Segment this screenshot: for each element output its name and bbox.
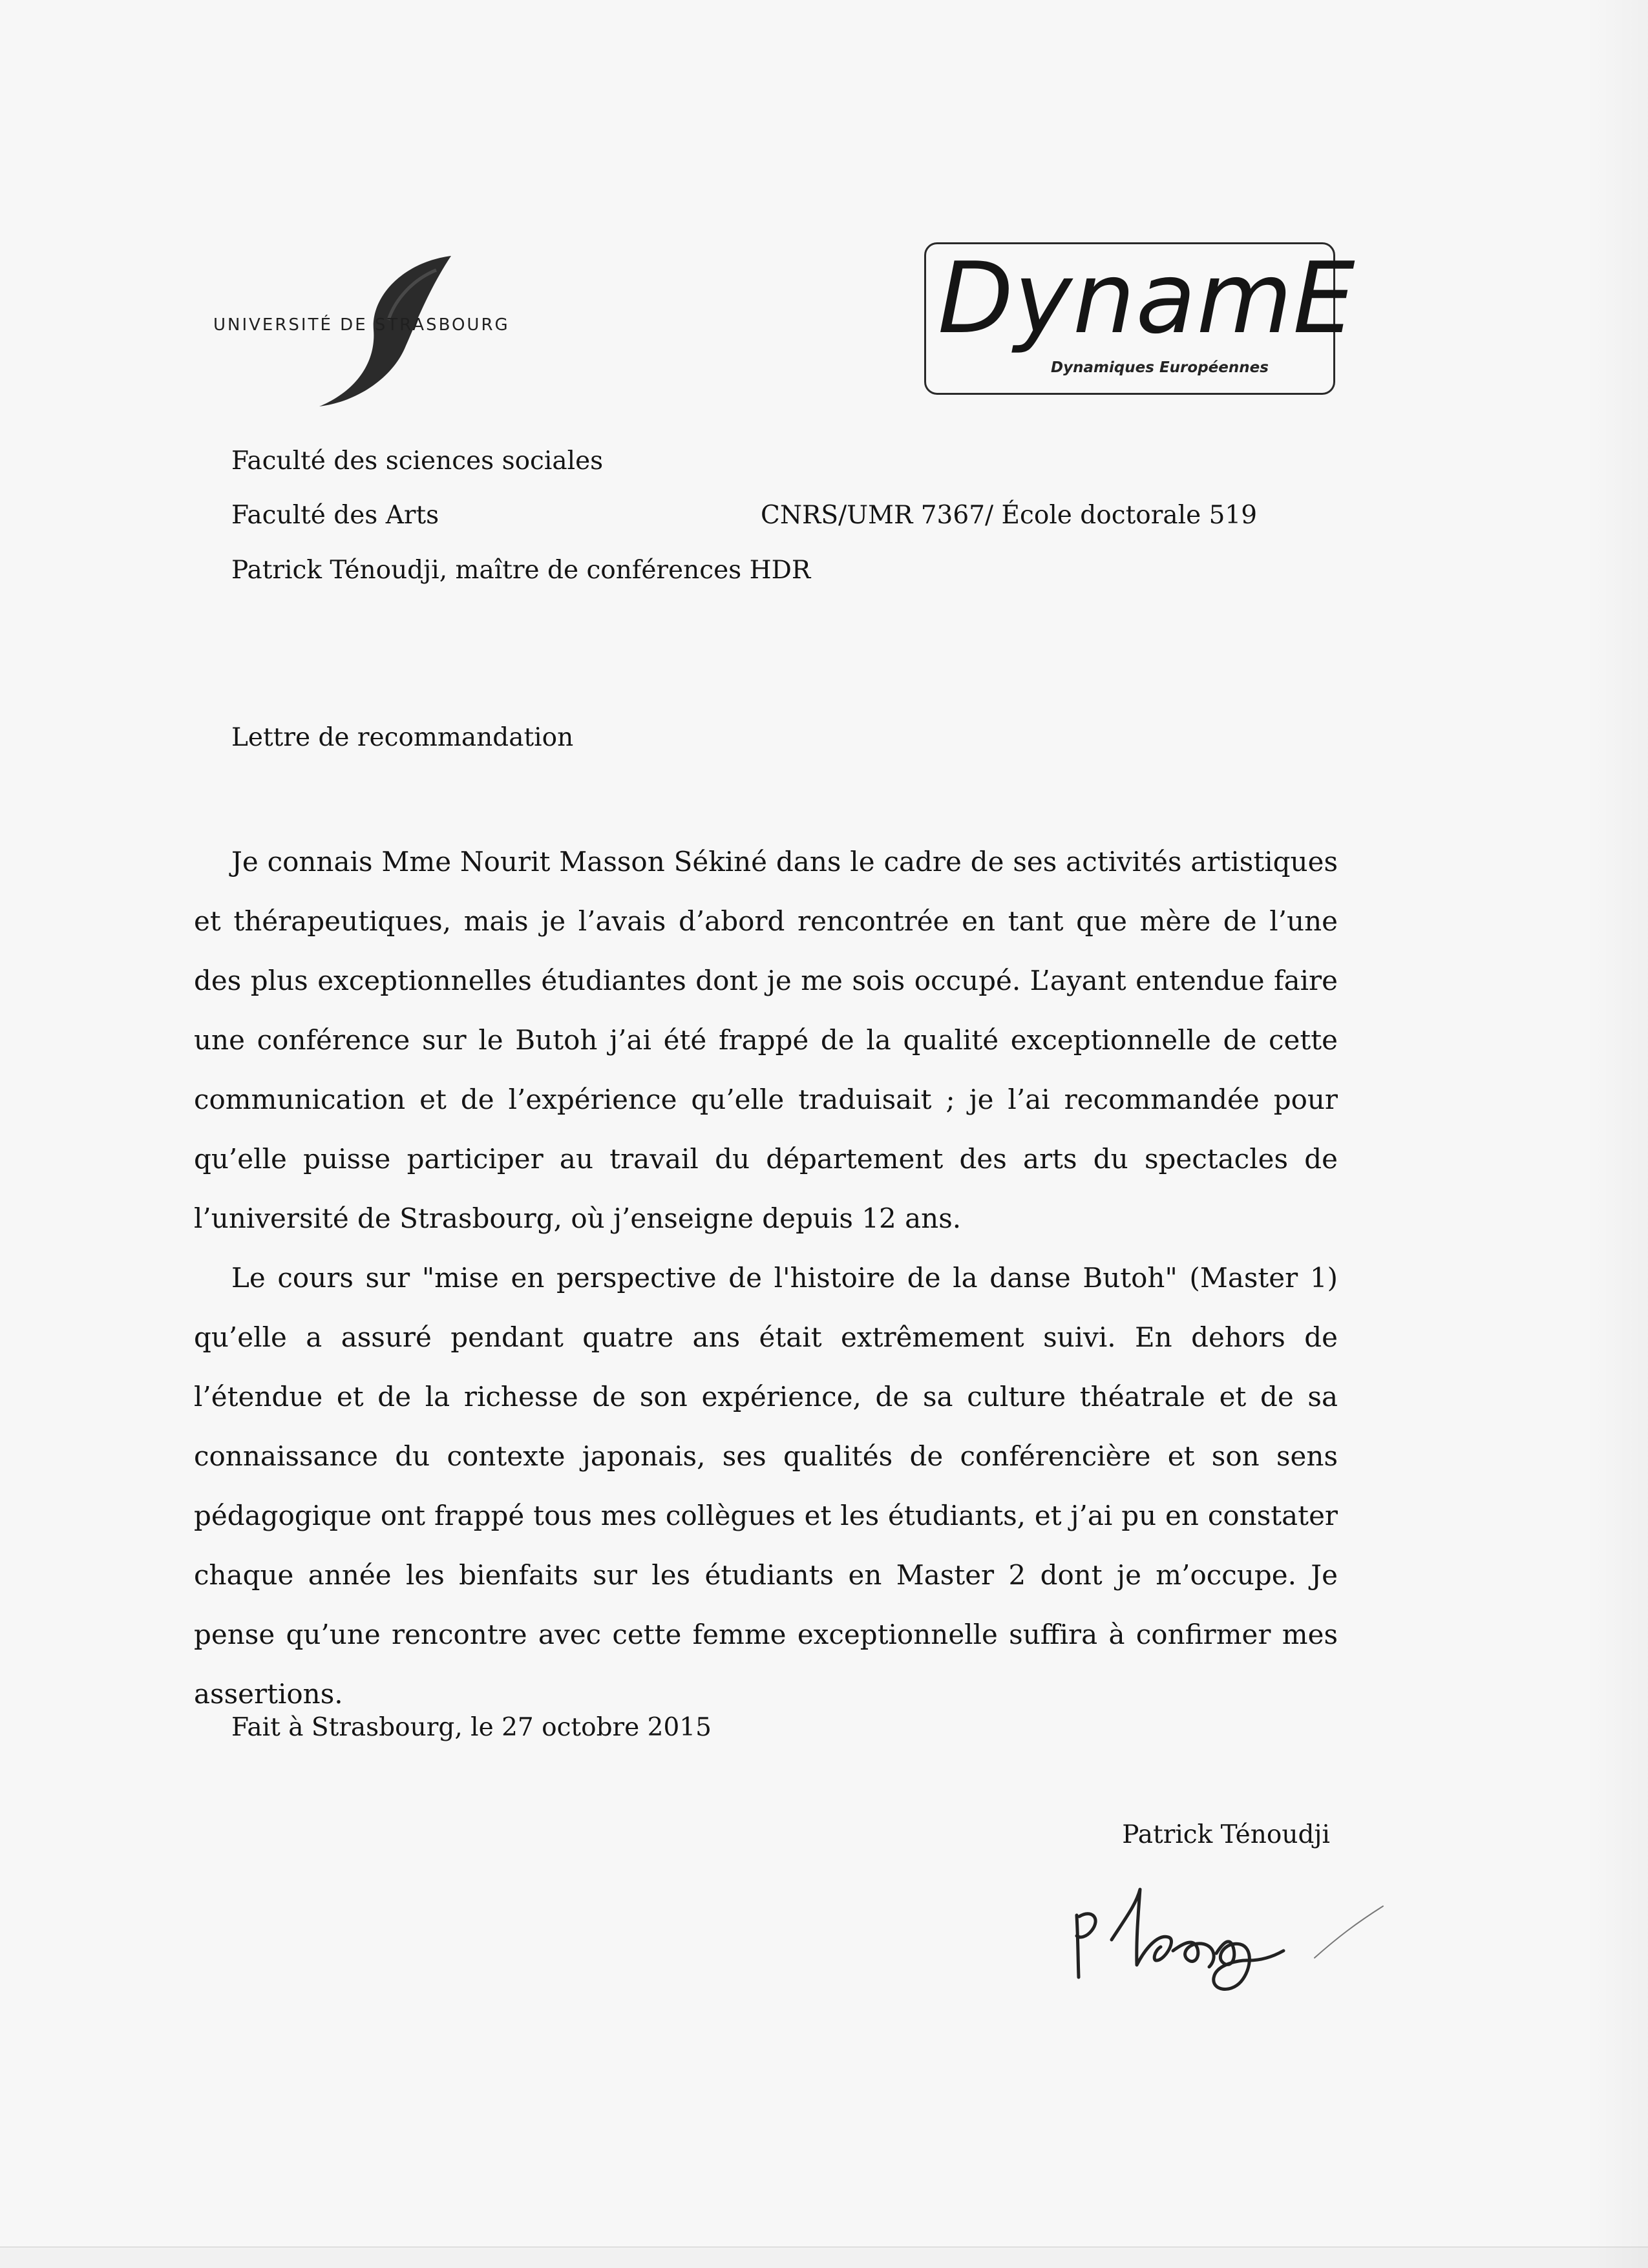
faculty-arts-line: Faculté des Arts [231, 501, 439, 530]
scan-bottom-edge [0, 2247, 1648, 2268]
letter-title: Lettre de recommandation [231, 723, 574, 752]
dyname-wordmark: DynamE [938, 241, 1356, 355]
scan-right-edge [1586, 0, 1648, 2268]
paragraph-course: Le cours sur "mise en perspective de l'histoire de la danse Butoh" (Master 1) qu’elle a assuré pendant quatre ans était extrêmement suivi. En dehors de l’étendue et de la richesse de son expérience, de sa culture théatrale et de sa connaissance du contexte japonais, ses qualités de conférencière et son sens pédagogique ont frappé tous mes collègues et les étudiants, et j’ai pu en constater chaque année les bienfaits sur les étudiants en Master 2 dont je m’occupe. Je pense qu’une rencontre avec cette femme exceptionnelle suffira à confirmer mes assertions. [194, 1262, 1338, 1710]
dyname-subtitle: Dynamiques Européennes [1046, 359, 1274, 376]
author-line: Patrick Ténoudji, maître de conférences HDR [231, 556, 811, 585]
university-name: UNIVERSITÉ DE STRASBOURG [213, 315, 510, 335]
closing-date: Fait à Strasbourg, le 27 octobre 2015 [231, 1713, 712, 1742]
signatory-name: Patrick Ténoudji [1122, 1820, 1330, 1849]
letter-body [194, 832, 1338, 1724]
handwritten-signature [1066, 1861, 1402, 2003]
university-logo [213, 252, 575, 414]
faculty-sciences-line: Faculté des sciences sociales [231, 446, 604, 476]
dyname-logo [924, 241, 1356, 395]
paragraph-introduction: Je connais Mme Nourit Masson Sékiné dans le cadre de ses activités artistiques et thérapeutiques, mais je l’avais d’abord rencontrée en tant que mère de l’une des plus exceptionnelles étudiantes dont je me sois occupé. L’ayant entendue faire une conférence sur le Butoh j’ai été frappé de la qualité exceptionnelle de cette communication et de l’expérience qu’elle traduisait ; je l’ai recommandée pour qu’elle puisse participer au travail du département des arts du spectacles de l’université de Strasbourg, où j’enseigne depuis 12 ans. [194, 846, 1338, 1234]
affiliation-line: CNRS/UMR 7367/ École doctorale 519 [761, 501, 1258, 530]
